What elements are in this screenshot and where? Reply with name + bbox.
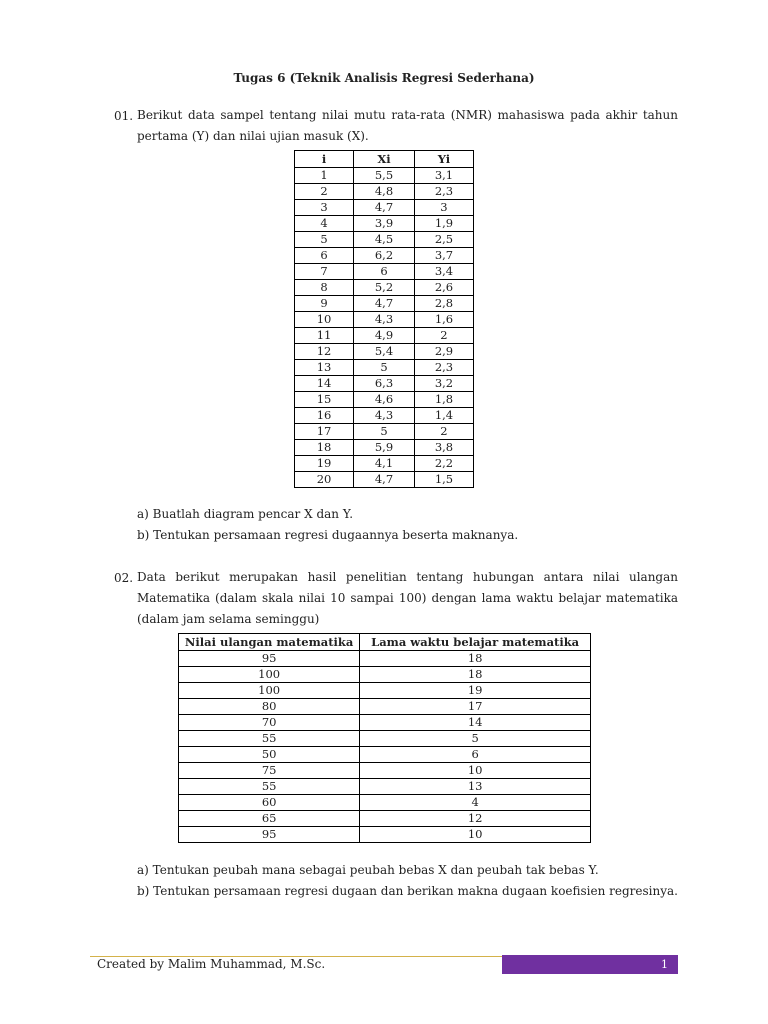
question-2-line-1: Data berikut merupakan hasil penelitian tentang hubungan antara nilai ulangan bbox=[137, 570, 678, 584]
table-cell: 6,3 bbox=[354, 376, 415, 392]
question-1-line-1: Berikut data sampel tentang nilai mutu rata-rata (NMR) mahasiswa pada akhir tahun bbox=[137, 108, 678, 122]
table-cell: 5,4 bbox=[354, 344, 415, 360]
table-cell: 95 bbox=[179, 651, 360, 667]
question-2a: a) Tentukan peubah mana sebagai peubah bebas X dan peubah tak bebas Y. bbox=[137, 863, 599, 877]
table-cell: 4 bbox=[295, 216, 354, 232]
footer-credit: Created by Malim Muhammad, M.Sc. bbox=[97, 957, 326, 971]
table-row bbox=[295, 264, 474, 280]
table-cell: 5 bbox=[295, 232, 354, 248]
table-cell: 60 bbox=[179, 795, 360, 811]
table-cell: 5 bbox=[354, 360, 415, 376]
table-cell: 5 bbox=[354, 424, 415, 440]
table-cell: 1 bbox=[295, 168, 354, 184]
table-cell: 2,8 bbox=[414, 296, 473, 312]
table-cell: 2,6 bbox=[414, 280, 473, 296]
table-cell: 65 bbox=[179, 811, 360, 827]
table-cell: 10 bbox=[360, 763, 591, 779]
table-cell: 55 bbox=[179, 731, 360, 747]
table-row bbox=[295, 280, 474, 296]
table-row bbox=[179, 683, 591, 699]
column-header: Nilai ulangan matematika bbox=[179, 634, 360, 651]
table-cell: 5 bbox=[360, 731, 591, 747]
table-row bbox=[295, 296, 474, 312]
table-row bbox=[295, 456, 474, 472]
table-row bbox=[295, 200, 474, 216]
table-cell: 70 bbox=[179, 715, 360, 731]
table-row bbox=[295, 360, 474, 376]
table-cell: 12 bbox=[295, 344, 354, 360]
table-row bbox=[295, 184, 474, 200]
table-header-row bbox=[295, 151, 474, 168]
table-cell: 4,3 bbox=[354, 312, 415, 328]
table-row bbox=[295, 376, 474, 392]
table-row bbox=[295, 344, 474, 360]
table-cell: 18 bbox=[360, 667, 591, 683]
table-cell: 13 bbox=[360, 779, 591, 795]
table-cell: 4,5 bbox=[354, 232, 415, 248]
table-cell: 3,9 bbox=[354, 216, 415, 232]
table-cell: 8 bbox=[295, 280, 354, 296]
table-cell: 14 bbox=[360, 715, 591, 731]
table-cell: 3 bbox=[295, 200, 354, 216]
table-cell: 13 bbox=[295, 360, 354, 376]
table-cell: 3,2 bbox=[414, 376, 473, 392]
table-row bbox=[179, 731, 591, 747]
question-2-line-3: (dalam jam selama seminggu) bbox=[137, 612, 320, 626]
table-cell: 6,2 bbox=[354, 248, 415, 264]
table-cell: 20 bbox=[295, 472, 354, 488]
question-1-line-2: pertama (Y) dan nilai ujian masuk (X). bbox=[137, 129, 369, 143]
table-cell: 17 bbox=[360, 699, 591, 715]
table-row bbox=[295, 424, 474, 440]
page-number: 1 bbox=[502, 955, 678, 974]
table-cell: 2 bbox=[414, 424, 473, 440]
table-row bbox=[179, 827, 591, 843]
table-cell: 18 bbox=[295, 440, 354, 456]
question-2-number: 02. bbox=[114, 571, 134, 585]
question-2-line-2: Matematika (dalam skala nilai 10 sampai 100) dengan lama waktu belajar matematika bbox=[137, 591, 678, 605]
question-1-number: 01. bbox=[114, 109, 134, 123]
table-cell: 1,9 bbox=[414, 216, 473, 232]
table-cell: 10 bbox=[360, 827, 591, 843]
page-title: Tugas 6 (Teknik Analisis Regresi Sederhana) bbox=[233, 71, 535, 85]
table-cell: 17 bbox=[295, 424, 354, 440]
table-cell: 1,8 bbox=[414, 392, 473, 408]
table-row bbox=[295, 440, 474, 456]
table-cell: 4,7 bbox=[354, 472, 415, 488]
table-cell: 5,5 bbox=[354, 168, 415, 184]
table-cell: 6 bbox=[354, 264, 415, 280]
table-cell: 6 bbox=[295, 248, 354, 264]
table-row bbox=[295, 472, 474, 488]
table-cell: 4,8 bbox=[354, 184, 415, 200]
table-cell: 4,6 bbox=[354, 392, 415, 408]
table-matematika bbox=[178, 633, 591, 843]
table-row bbox=[295, 232, 474, 248]
table-row bbox=[295, 408, 474, 424]
table-cell: 2,3 bbox=[414, 184, 473, 200]
table-cell: 11 bbox=[295, 328, 354, 344]
table-cell: 16 bbox=[295, 408, 354, 424]
table-row bbox=[179, 779, 591, 795]
column-header: i bbox=[295, 151, 354, 168]
table-cell: 50 bbox=[179, 747, 360, 763]
table-cell: 2,5 bbox=[414, 232, 473, 248]
table-row bbox=[179, 715, 591, 731]
table-cell: 100 bbox=[179, 683, 360, 699]
table-row bbox=[179, 651, 591, 667]
table-cell: 3 bbox=[414, 200, 473, 216]
table-cell: 2 bbox=[414, 328, 473, 344]
column-header: Lama waktu belajar matematika bbox=[360, 634, 591, 651]
table-row bbox=[295, 328, 474, 344]
table-cell: 100 bbox=[179, 667, 360, 683]
table-cell: 6 bbox=[360, 747, 591, 763]
table-cell: 19 bbox=[295, 456, 354, 472]
table-row bbox=[295, 216, 474, 232]
table-row bbox=[179, 747, 591, 763]
table-header-row bbox=[179, 634, 591, 651]
table-cell: 3,1 bbox=[414, 168, 473, 184]
table-cell: 1,5 bbox=[414, 472, 473, 488]
table-cell: 2,9 bbox=[414, 344, 473, 360]
table-cell: 14 bbox=[295, 376, 354, 392]
table-row bbox=[179, 811, 591, 827]
table-cell: 4,1 bbox=[354, 456, 415, 472]
table-cell: 9 bbox=[295, 296, 354, 312]
table-cell: 4,3 bbox=[354, 408, 415, 424]
table-cell: 55 bbox=[179, 779, 360, 795]
table-cell: 1,4 bbox=[414, 408, 473, 424]
table-cell: 19 bbox=[360, 683, 591, 699]
question-1a: a) Buatlah diagram pencar X dan Y. bbox=[137, 507, 354, 521]
table-cell: 2,3 bbox=[414, 360, 473, 376]
table-cell: 2,2 bbox=[414, 456, 473, 472]
table-row bbox=[295, 392, 474, 408]
column-header: Yi bbox=[414, 151, 473, 168]
table-cell: 4,7 bbox=[354, 296, 415, 312]
table-row bbox=[295, 312, 474, 328]
table-row bbox=[179, 699, 591, 715]
table-cell: 3,7 bbox=[414, 248, 473, 264]
table-cell: 4,7 bbox=[354, 200, 415, 216]
question-2b: b) Tentukan persamaan regresi dugaan dan berikan makna dugaan koefisien regresinya. bbox=[137, 884, 678, 898]
table-cell: 5,9 bbox=[354, 440, 415, 456]
table-cell: 15 bbox=[295, 392, 354, 408]
table-row bbox=[295, 168, 474, 184]
table-row bbox=[179, 667, 591, 683]
table-cell: 12 bbox=[360, 811, 591, 827]
table-cell: 5,2 bbox=[354, 280, 415, 296]
table-row bbox=[179, 763, 591, 779]
table-cell: 4,9 bbox=[354, 328, 415, 344]
table-cell: 1,6 bbox=[414, 312, 473, 328]
question-2-text bbox=[137, 567, 678, 630]
table-cell: 3,4 bbox=[414, 264, 473, 280]
table-cell: 80 bbox=[179, 699, 360, 715]
table-row bbox=[179, 795, 591, 811]
table-cell: 10 bbox=[295, 312, 354, 328]
table-cell: 18 bbox=[360, 651, 591, 667]
column-header: Xi bbox=[354, 151, 415, 168]
table-cell: 7 bbox=[295, 264, 354, 280]
question-1b: b) Tentukan persamaan regresi dugaannya beserta maknanya. bbox=[137, 528, 519, 542]
table-nmr bbox=[294, 150, 474, 488]
table-cell: 75 bbox=[179, 763, 360, 779]
question-1-text bbox=[137, 105, 678, 147]
table-cell: 95 bbox=[179, 827, 360, 843]
table-cell: 2 bbox=[295, 184, 354, 200]
table-cell: 4 bbox=[360, 795, 591, 811]
table-cell: 3,8 bbox=[414, 440, 473, 456]
table-row bbox=[295, 248, 474, 264]
